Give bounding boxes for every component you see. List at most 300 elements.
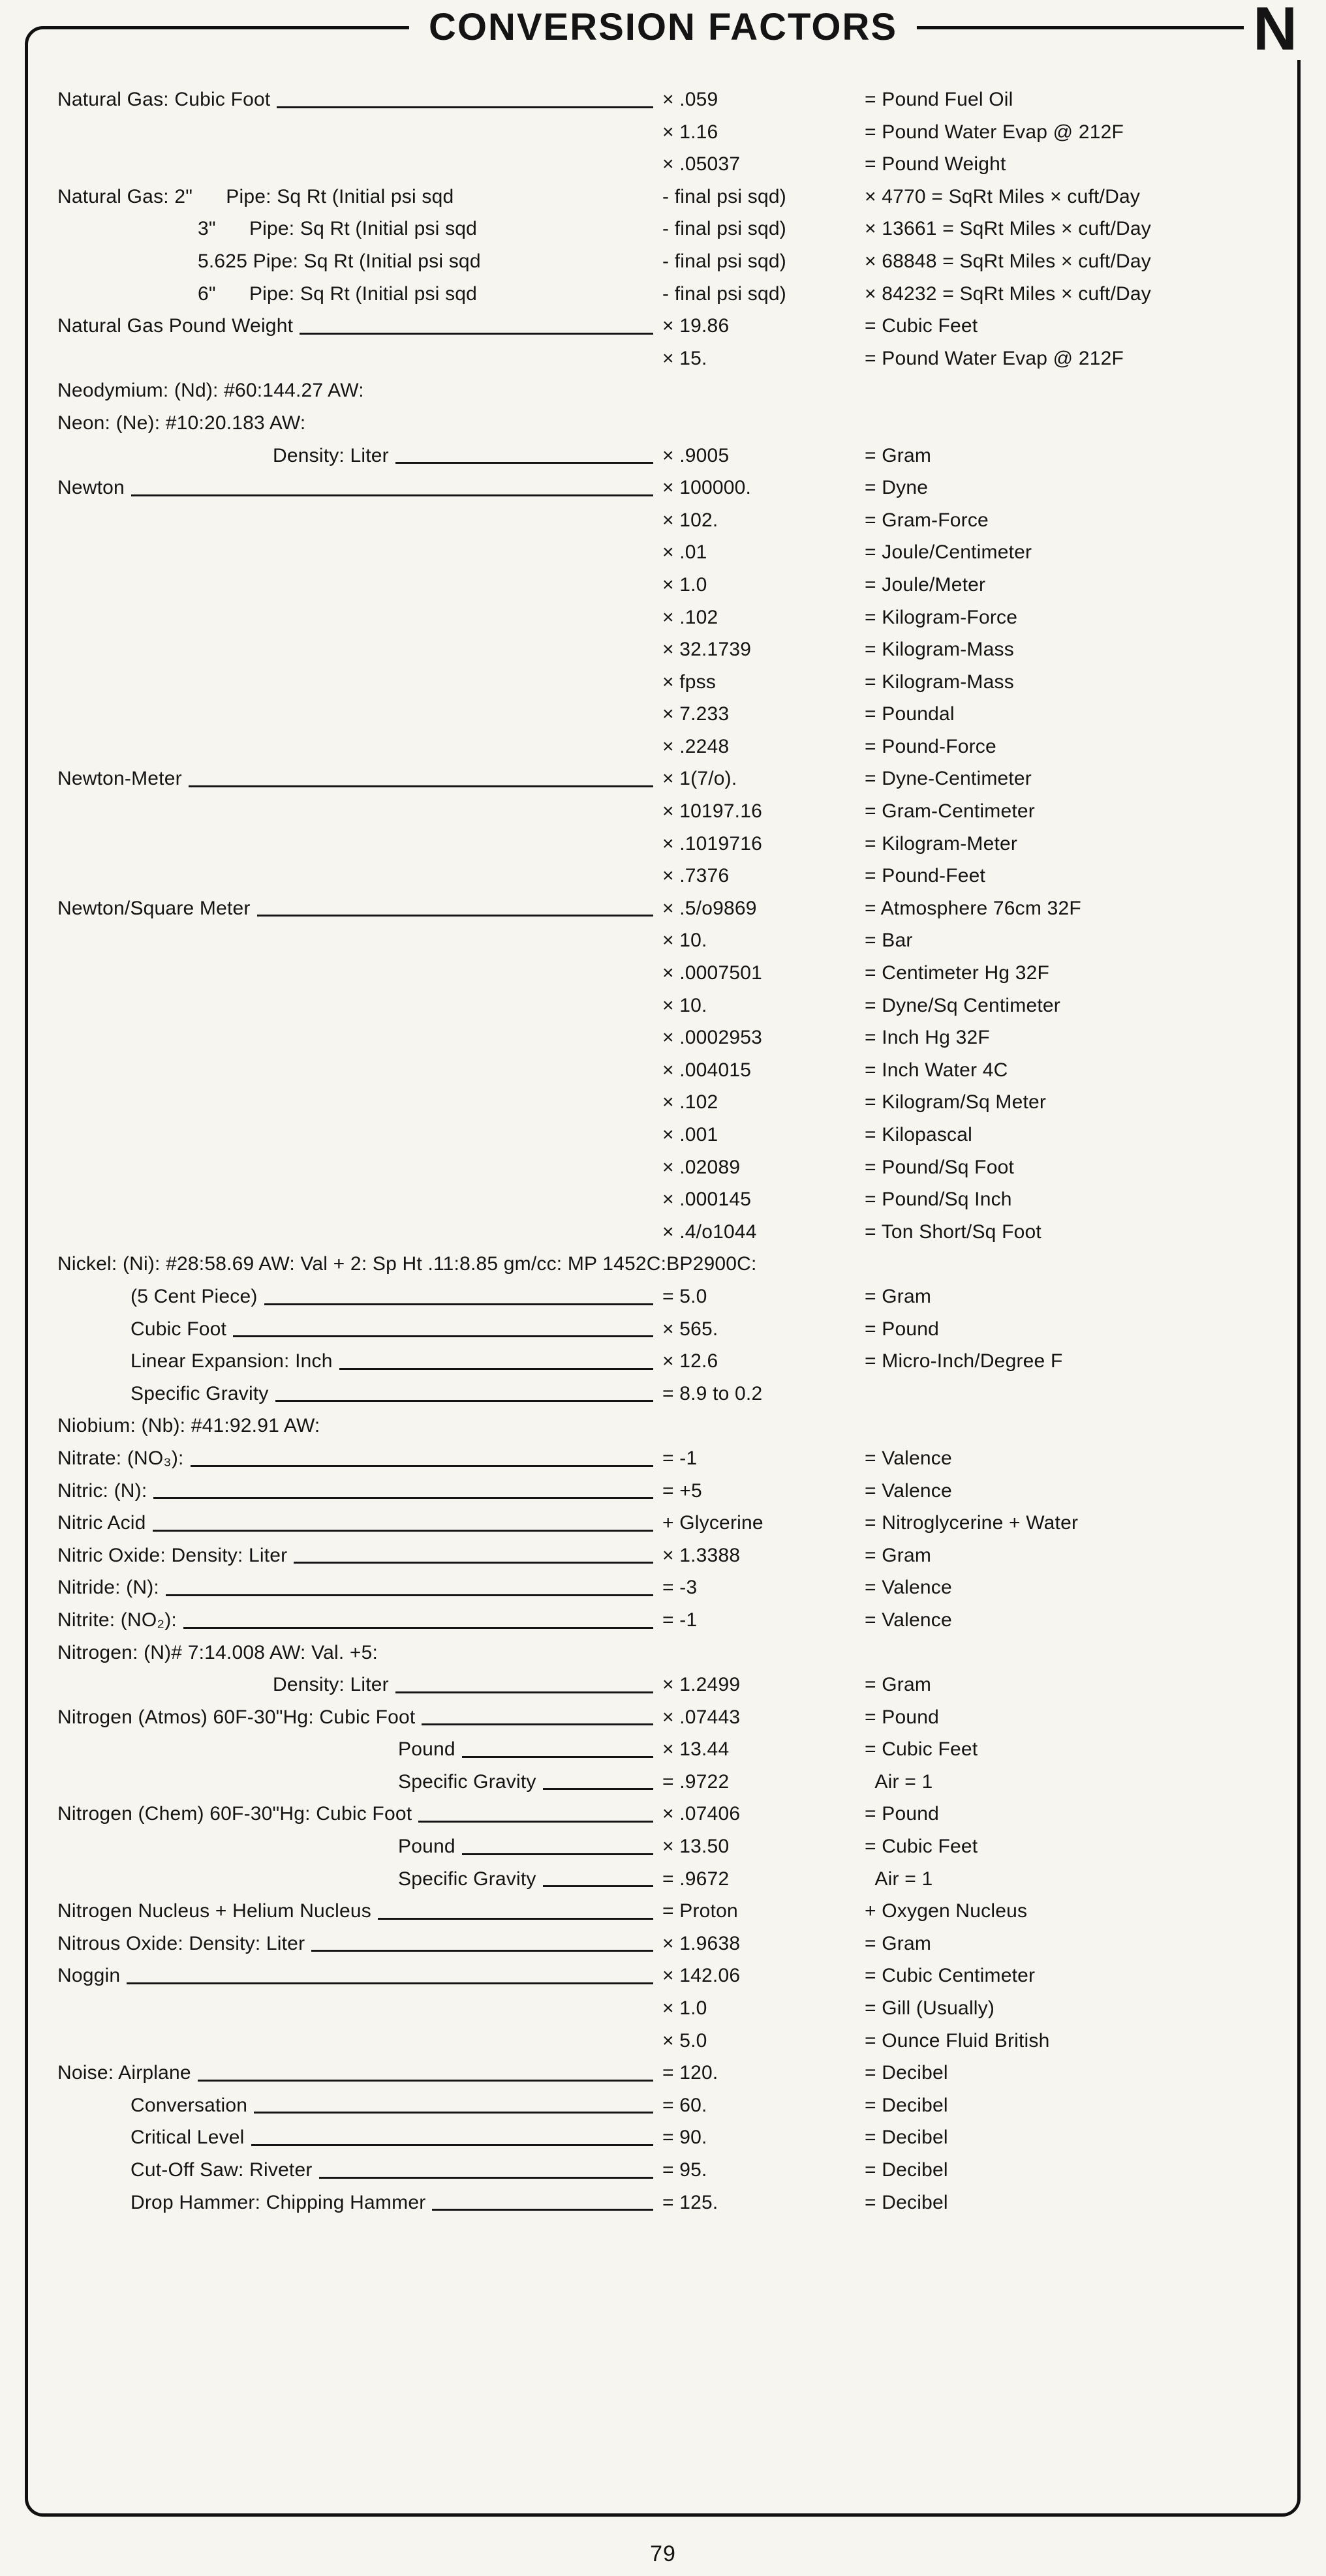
- leader-line: [153, 1475, 653, 1508]
- row-left: [57, 1928, 662, 1960]
- row-left: [57, 1637, 1287, 1669]
- row-factor: × 1.2499: [662, 1674, 741, 1696]
- leader-line: [395, 440, 653, 472]
- row-left: [57, 1992, 662, 2025]
- row-result: = Kilopascal: [865, 1124, 972, 1145]
- row-factor: × .9005: [662, 444, 730, 466]
- row-factor: × 1.0: [662, 1997, 707, 2020]
- leader-line: [254, 2089, 653, 2122]
- row-result: = Gram: [865, 1932, 932, 1954]
- leader-line: [543, 1863, 653, 1896]
- conversion-row: [57, 1604, 1287, 1637]
- conversion-row: [57, 342, 1287, 375]
- row-label: Nickel: (Ni): #28:58.69 AW: Val + 2: Sp Ht .11:8.85 gm/cc: MP 1452C:BP2900C:: [57, 1253, 757, 1275]
- conversion-row: [57, 2187, 1287, 2219]
- row-result: = Pound Weight: [865, 153, 1006, 175]
- row-label: 5.625 Pipe: Sq Rt (Initial psi sqd: [198, 250, 481, 272]
- conversion-row: [57, 957, 1287, 990]
- conversion-row: [57, 2057, 1287, 2089]
- row-label: Nitric Oxide: Density: Liter: [57, 1544, 288, 1566]
- row-factor: × .0007501: [662, 962, 762, 984]
- row-result: = Gram-Force: [865, 509, 989, 531]
- conversion-row: [57, 536, 1287, 569]
- row-left: [57, 1766, 662, 1798]
- row-result: = Pound Water Evap @ 212F: [865, 121, 1124, 143]
- conversion-row: [57, 1313, 1287, 1346]
- row-left: [57, 601, 662, 634]
- conversion-row: [57, 1766, 1287, 1798]
- row-left: [57, 2089, 662, 2122]
- row-result: = Decibel: [865, 2127, 948, 2149]
- row-result: = Joule/Meter: [865, 573, 986, 596]
- row-left: [57, 1183, 662, 1216]
- leader-line: [131, 472, 653, 504]
- conversion-row: [57, 1442, 1287, 1475]
- row-left: [57, 795, 662, 828]
- leader-line: [395, 1669, 653, 1701]
- row-result: = Ounce Fluid British: [865, 2029, 1050, 2052]
- conversion-row: [57, 1571, 1287, 1604]
- row-factor: × .01: [662, 541, 707, 564]
- row-factor: × 1.16: [662, 121, 718, 143]
- conversion-row: [57, 2121, 1287, 2154]
- row-factor: = 8.9 to 0.2: [662, 1382, 763, 1404]
- leader-line: [300, 310, 653, 342]
- row-left: [57, 1669, 662, 1701]
- row-result: = Gram-Centimeter: [865, 800, 1035, 823]
- conversion-row: [57, 2025, 1287, 2057]
- row-left: [57, 1345, 662, 1378]
- row-left: [57, 1410, 1287, 1442]
- row-left: [57, 2057, 662, 2089]
- page-number: 79: [650, 2541, 676, 2566]
- row-left: [57, 1086, 662, 1119]
- conversion-row: [57, 633, 1287, 666]
- conversion-row: [57, 1086, 1287, 1119]
- row-left: [57, 1733, 662, 1766]
- row-result: = Cubic Feet: [865, 1836, 978, 1858]
- row-factor: × .7376: [662, 865, 730, 887]
- row-left: [57, 374, 1287, 407]
- row-left: [57, 472, 662, 504]
- row-result: Air = 1: [865, 1868, 933, 1890]
- leader-line: [462, 1733, 653, 1766]
- row-factor: × .02089: [662, 1156, 741, 1178]
- leader-line: [277, 83, 653, 116]
- leader-line: [462, 1830, 653, 1863]
- row-label: Cut-Off Saw: Riveter: [131, 2159, 313, 2181]
- section-header-row: [57, 407, 1287, 440]
- conversion-row: [57, 472, 1287, 504]
- conversion-row: [57, 1022, 1287, 1054]
- conversion-row: [57, 1928, 1287, 1960]
- row-label: Nitrogen (Atmos) 60F-30"Hg: Cubic Foot: [57, 1706, 416, 1728]
- leader-line: [339, 1345, 653, 1378]
- leader-line: [311, 1928, 653, 1960]
- row-result: = Pound/Sq Inch: [865, 1189, 1012, 1211]
- conversion-row: [57, 278, 1287, 311]
- row-factor: × 10.: [662, 994, 707, 1016]
- row-result: = Gram: [865, 444, 932, 466]
- leader-line: [189, 763, 653, 795]
- leader-line: [257, 892, 653, 925]
- row-factor: = 5.0: [662, 1285, 707, 1307]
- row-result: = Pound: [865, 1706, 940, 1728]
- row-factor: = -1: [662, 1447, 698, 1469]
- row-factor: × 7.233: [662, 703, 730, 725]
- row-label: Conversation: [131, 2094, 248, 2116]
- row-result: = Cubic Feet: [865, 315, 978, 337]
- conversion-row: [57, 990, 1287, 1022]
- row-factor: = +5: [662, 1479, 702, 1502]
- row-left: [57, 633, 662, 666]
- row-factor: × .05037: [662, 153, 741, 175]
- row-result: = Gill (Usually): [865, 1997, 995, 2020]
- row-left: [57, 278, 662, 311]
- row-factor: × .102: [662, 606, 718, 628]
- leader-line: [233, 1313, 653, 1346]
- row-result: = Ton Short/Sq Foot: [865, 1220, 1041, 1243]
- conversion-row: [57, 1895, 1287, 1928]
- conversion-row: [57, 763, 1287, 795]
- row-result: = Bar: [865, 930, 913, 952]
- leader-line: [378, 1895, 653, 1928]
- row-result: [865, 1378, 1287, 1410]
- row-left: [57, 407, 1287, 440]
- conversion-row: [57, 795, 1287, 828]
- row-factor: × .4/o1044: [662, 1220, 757, 1243]
- conversion-row: [57, 1216, 1287, 1249]
- row-left: [57, 181, 662, 213]
- row-factor: × 102.: [662, 509, 718, 531]
- conversion-rows: [57, 83, 1287, 2219]
- row-left: [57, 1280, 662, 1313]
- row-label: Drop Hammer: Chipping Hammer: [131, 2191, 426, 2213]
- row-label: Nitrite: (NO₂):: [57, 1609, 177, 1631]
- row-label: Linear Expansion: Inch: [131, 1350, 333, 1372]
- row-left: [57, 990, 662, 1022]
- conversion-row: [57, 1830, 1287, 1863]
- row-factor: × .059: [662, 89, 718, 110]
- row-left: [57, 1378, 662, 1410]
- row-result: = Centimeter Hg 32F: [865, 962, 1050, 984]
- row-label: Newton-Meter: [57, 768, 182, 790]
- row-label: Cubic Foot: [131, 1318, 227, 1340]
- conversion-row: [57, 924, 1287, 957]
- row-factor: × 142.06: [662, 1965, 741, 1987]
- row-result: = Valence: [865, 1479, 952, 1502]
- conversion-row: [57, 892, 1287, 925]
- row-left: [57, 860, 662, 892]
- conversion-row: [57, 666, 1287, 699]
- row-factor: × .0002953: [662, 1027, 762, 1049]
- conversion-row: [57, 181, 1287, 213]
- conversion-row: [57, 1798, 1287, 1830]
- conversion-row: [57, 1475, 1287, 1508]
- conversion-row: [57, 148, 1287, 181]
- row-result: = Pound Water Evap @ 212F: [865, 347, 1124, 369]
- conversion-row: [57, 2154, 1287, 2187]
- row-left: [57, 957, 662, 990]
- row-left: [57, 2121, 662, 2154]
- row-left: [57, 1313, 662, 1346]
- conversion-row: [57, 1960, 1287, 1992]
- conversion-row: [57, 2089, 1287, 2122]
- row-factor: × 1.0: [662, 573, 707, 596]
- row-left: [57, 1701, 662, 1734]
- row-factor: = 95.: [662, 2159, 707, 2181]
- row-factor: × .1019716: [662, 832, 762, 855]
- row-label: 6" Pipe: Sq Rt (Initial psi sqd: [198, 282, 478, 305]
- row-result: = Gram: [865, 1674, 932, 1696]
- conversion-row: [57, 1054, 1287, 1087]
- row-result: × 68848 = SqRt Miles × cuft/Day: [865, 250, 1151, 272]
- leader-line: [418, 1798, 653, 1830]
- leader-line: [422, 1701, 653, 1734]
- row-result: = Poundal: [865, 703, 955, 725]
- row-factor: × 13.50: [662, 1836, 730, 1858]
- row-factor: × 13.44: [662, 1738, 730, 1761]
- leader-line: [153, 1507, 653, 1539]
- row-result: × 4770 = SqRt Miles × cuft/Day: [865, 185, 1141, 207]
- row-result: = Decibel: [865, 2159, 948, 2181]
- row-label: Density: Liter: [273, 444, 389, 466]
- conversion-row: [57, 1863, 1287, 1896]
- row-left: [57, 731, 662, 763]
- row-label: Newton: [57, 477, 125, 499]
- row-factor: × .5/o9869: [662, 897, 757, 919]
- row-left: [57, 1022, 662, 1054]
- conversion-row: [57, 213, 1287, 245]
- row-result: = Dyne: [865, 477, 929, 499]
- row-label: Critical Level: [131, 2127, 245, 2149]
- conversion-row: [57, 1669, 1287, 1701]
- section-header-row: [57, 374, 1287, 407]
- row-label: Natural Gas: Cubic Foot: [57, 89, 271, 110]
- row-factor: - final psi sqd): [662, 250, 786, 272]
- row-left: [57, 1571, 662, 1604]
- row-factor: - final psi sqd): [662, 218, 786, 240]
- leader-line: [275, 1378, 653, 1410]
- row-factor: - final psi sqd): [662, 282, 786, 305]
- row-result: = Valence: [865, 1447, 952, 1469]
- row-factor: × .07443: [662, 1706, 741, 1728]
- row-result: = Micro-Inch/Degree F: [865, 1350, 1063, 1372]
- row-result: = Kilogram-Force: [865, 606, 1018, 628]
- row-result: = Pound-Force: [865, 735, 996, 757]
- row-left: [57, 1054, 662, 1087]
- row-result: × 84232 = SqRt Miles × cuft/Day: [865, 282, 1151, 305]
- row-label: Nitric Acid: [57, 1512, 146, 1534]
- conversion-row: [57, 1378, 1287, 1410]
- row-factor: + Glycerine: [662, 1512, 763, 1534]
- row-label: Niobium: (Nb): #41:92.91 AW:: [57, 1415, 320, 1437]
- row-factor: = 125.: [662, 2191, 718, 2213]
- conversion-row: [57, 1507, 1287, 1539]
- row-result: = Pound/Sq Foot: [865, 1156, 1014, 1178]
- row-label: Specific Gravity: [398, 1770, 536, 1793]
- row-result: = Decibel: [865, 2094, 948, 2116]
- row-left: [57, 763, 662, 795]
- row-left: [57, 892, 662, 925]
- row-left: [57, 1539, 662, 1572]
- row-result: = Atmosphere 76cm 32F: [865, 897, 1081, 919]
- row-result: = Dyne-Centimeter: [865, 768, 1032, 790]
- conversion-row: [57, 245, 1287, 278]
- row-result: + Oxygen Nucleus: [865, 1900, 1028, 1922]
- conversion-row: [57, 83, 1287, 116]
- row-factor: × 19.86: [662, 315, 730, 337]
- row-left: [57, 1863, 662, 1896]
- row-result: = Joule/Centimeter: [865, 541, 1032, 564]
- leader-line: [294, 1539, 653, 1572]
- row-label: 3" Pipe: Sq Rt (Initial psi sqd: [198, 218, 478, 240]
- conversion-row: [57, 1992, 1287, 2025]
- row-factor: × .004015: [662, 1059, 752, 1081]
- row-label: Neodymium: (Nd): #60:144.27 AW:: [57, 380, 364, 402]
- row-result: = Pound: [865, 1803, 940, 1825]
- row-result: = Cubic Feet: [865, 1738, 978, 1761]
- conversion-row: [57, 731, 1287, 763]
- section-header-row: [57, 1248, 1287, 1280]
- row-left: [57, 213, 662, 245]
- row-left: [57, 536, 662, 569]
- row-factor: × .07406: [662, 1803, 741, 1825]
- conversion-row: [57, 1151, 1287, 1184]
- row-label: Neon: (Ne): #10:20.183 AW:: [57, 412, 306, 434]
- row-left: [57, 116, 662, 149]
- row-factor: × 5.0: [662, 2029, 707, 2052]
- row-factor: × 1(7/o).: [662, 768, 737, 790]
- row-label: Natural Gas Pound Weight: [57, 315, 294, 337]
- row-left: [57, 1895, 662, 1928]
- row-factor: × .000145: [662, 1189, 752, 1211]
- row-factor: = -3: [662, 1577, 698, 1599]
- section-letter: N: [1244, 0, 1306, 60]
- row-result: Air = 1: [865, 1770, 933, 1793]
- row-factor: × 100000.: [662, 477, 752, 499]
- row-label: Specific Gravity: [398, 1868, 536, 1890]
- leader-line: [166, 1571, 653, 1604]
- leader-line: [183, 1604, 653, 1637]
- row-factor: × 32.1739: [662, 639, 752, 661]
- row-label: Noise: Airplane: [57, 2062, 191, 2084]
- row-label: Natural Gas: 2" Pipe: Sq Rt (Initial psi sqd: [57, 185, 454, 207]
- row-left: [57, 1442, 662, 1475]
- row-left: [57, 342, 662, 375]
- conversion-row: [57, 698, 1287, 731]
- row-result: = Kilogram-Meter: [865, 832, 1018, 855]
- row-left: [57, 569, 662, 601]
- row-label: (5 Cent Piece): [131, 1285, 258, 1307]
- row-factor: = Proton: [662, 1900, 738, 1922]
- row-factor: = 60.: [662, 2094, 707, 2116]
- page-title: CONVERSION FACTORS: [409, 3, 917, 52]
- row-left: [57, 2154, 662, 2187]
- row-result: = Pound-Feet: [865, 865, 986, 887]
- row-label: Nitrogen Nucleus + Helium Nucleus: [57, 1900, 371, 1922]
- row-factor: × .001: [662, 1124, 718, 1145]
- row-left: [57, 1830, 662, 1863]
- row-left: [57, 83, 662, 116]
- row-result: = Nitroglycerine + Water: [865, 1512, 1079, 1534]
- section-header-row: [57, 1637, 1287, 1669]
- leader-line: [191, 1442, 653, 1475]
- row-result: = Dyne/Sq Centimeter: [865, 994, 1060, 1016]
- row-factor: × 1.3388: [662, 1544, 741, 1566]
- row-result: = Cubic Centimeter: [865, 1965, 1036, 1987]
- row-factor: - final psi sqd): [662, 185, 786, 207]
- conversion-row: [57, 1119, 1287, 1151]
- row-result: × 13661 = SqRt Miles × cuft/Day: [865, 218, 1151, 240]
- leader-line: [543, 1766, 653, 1798]
- row-factor: × .2248: [662, 735, 730, 757]
- row-left: [57, 666, 662, 699]
- row-left: [57, 310, 662, 342]
- row-left: [57, 1960, 662, 1992]
- conversion-row: [57, 116, 1287, 149]
- conversion-row: [57, 601, 1287, 634]
- row-result: = Decibel: [865, 2191, 948, 2213]
- row-label: Density: Liter: [273, 1674, 389, 1696]
- row-left: [57, 1248, 1287, 1280]
- row-factor: × 565.: [662, 1318, 718, 1340]
- row-label: Nitrous Oxide: Density: Liter: [57, 1932, 305, 1954]
- row-result: = Kilogram-Mass: [865, 639, 1014, 661]
- row-factor: × 10.: [662, 930, 707, 952]
- row-left: [57, 504, 662, 537]
- row-factor: × 15.: [662, 347, 707, 369]
- row-left: [57, 1151, 662, 1184]
- row-factor: = .9672: [662, 1868, 730, 1890]
- leader-line: [264, 1280, 653, 1313]
- conversion-row: [57, 310, 1287, 342]
- row-label: Noggin: [57, 1965, 121, 1987]
- row-left: [57, 2187, 662, 2219]
- row-left: [57, 440, 662, 472]
- row-factor: × 10197.16: [662, 800, 762, 823]
- row-label: Specific Gravity: [131, 1382, 269, 1404]
- row-label: Newton/Square Meter: [57, 897, 251, 919]
- conversion-row: [57, 1183, 1287, 1216]
- row-label: Nitride: (N):: [57, 1577, 159, 1599]
- row-label: Pound: [398, 1836, 455, 1858]
- leader-line: [198, 2057, 653, 2089]
- conversion-row: [57, 1345, 1287, 1378]
- row-label: Nitric: (N):: [57, 1479, 147, 1502]
- row-result: = Inch Water 4C: [865, 1059, 1008, 1081]
- row-left: [57, 698, 662, 731]
- conversion-row: [57, 828, 1287, 860]
- row-factor: × .102: [662, 1091, 718, 1114]
- conversion-row: [57, 1701, 1287, 1734]
- row-result: = Valence: [865, 1609, 952, 1631]
- row-result: = Inch Hg 32F: [865, 1027, 990, 1049]
- row-left: [57, 2025, 662, 2057]
- row-left: [57, 245, 662, 278]
- row-result: = Valence: [865, 1577, 952, 1599]
- row-label: Nitrogen: (N)# 7:14.008 AW: Val. +5:: [57, 1641, 378, 1663]
- row-left: [57, 828, 662, 860]
- leader-line: [127, 1960, 653, 1992]
- row-result: = Decibel: [865, 2062, 948, 2084]
- row-left: [57, 1216, 662, 1249]
- row-result: = Kilogram-Mass: [865, 671, 1014, 693]
- row-left: [57, 1507, 662, 1539]
- row-left: [57, 924, 662, 957]
- conversion-row: [57, 1539, 1287, 1572]
- row-left: [57, 1475, 662, 1508]
